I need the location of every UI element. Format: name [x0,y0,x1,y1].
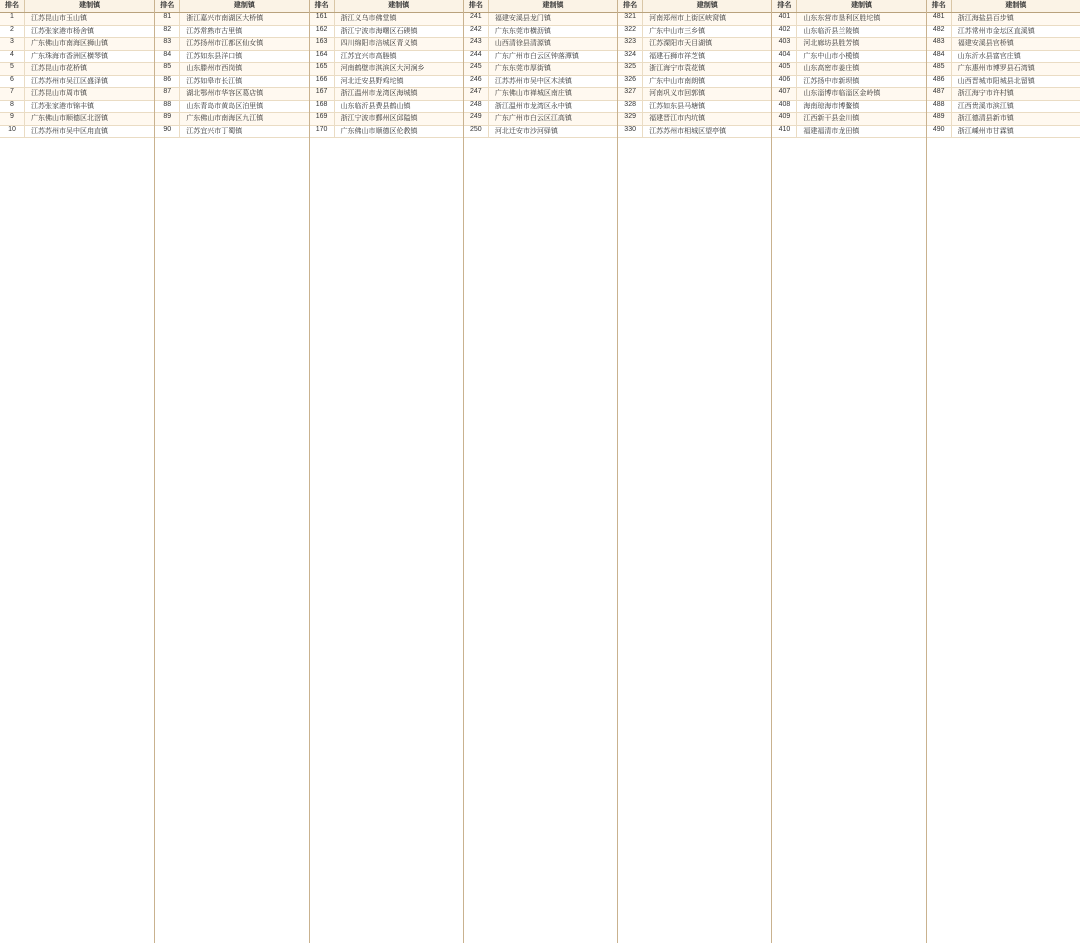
table-row [464,26,617,39]
rank-header: 排名 [464,0,489,12]
rank-cell: 488 [927,101,952,113]
table-header [155,0,308,13]
rank-cell: 166 [310,76,335,88]
rank-cell: 485 [927,63,952,75]
table-header [772,0,925,13]
town-cell: 江苏扬中市新坝镇 [803,77,860,85]
table-row [772,113,925,126]
table-row [464,76,617,89]
rank-cell: 164 [310,51,335,63]
rank-cell: 242 [464,26,489,38]
rank-cell: 170 [310,126,335,138]
table-row [618,113,771,126]
table-row [0,101,154,114]
table-block [771,0,925,943]
rank-cell: 328 [618,101,643,113]
town-cell: 四川绵阳市涪城区青义镇 [340,40,418,47]
table-row [772,26,925,39]
rank-cell: 402 [772,26,797,38]
table-block [309,0,463,943]
table-row [618,38,771,51]
rank-cell: 327 [618,88,643,100]
table-row [155,38,308,51]
rank-cell: 83 [155,38,180,50]
town-cell: 山东沂水县富官庄镇 [957,52,1021,60]
table-row [155,26,308,39]
rank-cell: 484 [927,51,952,63]
town-cell: 江苏张家港市杨舍镇 [31,27,94,35]
town-header: 建制镇 [542,2,564,9]
rank-cell: 6 [0,76,25,88]
town-cell: 江苏苏州市吴江区盛泽镇 [31,77,108,85]
rank-cell: 481 [927,13,952,25]
rank-cell: 408 [772,101,797,113]
town-cell: 广东中山市三乡镇 [649,27,706,35]
rank-cell: 487 [927,88,952,100]
rank-cell: 249 [464,113,489,125]
table-row [927,88,1080,101]
table-row [310,63,463,76]
town-cell: 江西贵溪市滨江镇 [957,102,1014,110]
rank-cell: 87 [155,88,180,100]
rank-cell: 247 [464,88,489,100]
rank-cell: 486 [927,76,952,88]
rank-header: 排名 [618,0,643,12]
rank-cell: 86 [155,76,180,88]
table-row [464,38,617,51]
town-cell: 江苏扬州市江都区仙女镇 [186,40,264,47]
rank-cell: 401 [772,13,797,25]
rank-cell: 246 [464,76,489,88]
rank-cell: 405 [772,63,797,75]
table-row [310,13,463,26]
town-cell: 广东佛山市南海区狮山镇 [31,40,108,47]
table-row [464,51,617,64]
town-cell: 江苏苏州市相城区望亭镇 [649,127,727,135]
table-row [155,101,308,114]
town-header: 建制镇 [388,2,410,9]
town-cell: 浙江宁波市鄞州区邱隘镇 [340,115,418,122]
table-row [618,13,771,26]
rank-cell: 248 [464,101,489,113]
table-row [927,38,1080,51]
town-cell: 江苏溧阳市天目湖镇 [649,40,713,47]
table-row [464,113,617,126]
table-row [310,26,463,39]
table-block [154,0,308,943]
town-cell: 浙江嵊州市甘霖镇 [957,127,1014,135]
table-row [464,63,617,76]
town-cell: 海南琼海市博鳌镇 [803,102,860,110]
rank-header: 排名 [155,0,180,12]
town-cell: 广东东莞市厚街镇 [494,65,551,72]
table-row [618,88,771,101]
rank-cell: 406 [772,76,797,88]
town-cell: 山西晋城市阳城县北留镇 [957,77,1035,85]
town-cell: 山西清徐县清源镇 [494,40,551,47]
table-row [618,101,771,114]
town-cell: 福建石狮市祥芝镇 [649,52,706,60]
town-cell: 江苏宜兴市丁蜀镇 [186,127,243,135]
rank-cell: 325 [618,63,643,75]
table-row [772,76,925,89]
table-row [618,126,771,139]
town-cell: 江苏苏州市吴中区甪直镇 [31,127,108,135]
town-cell: 河北迁安县野鸡坨镇 [340,77,404,85]
rank-cell: 244 [464,51,489,63]
table-header [0,0,154,13]
table-row [310,113,463,126]
town-cell: 河北迁安市沙河驿镇 [494,127,558,135]
rank-cell: 85 [155,63,180,75]
table-header [310,0,463,13]
town-cell: 广东东莞市横沥镇 [494,27,551,35]
table-row [155,51,308,64]
town-cell: 江苏如东县洋口镇 [186,52,243,60]
table-row [927,13,1080,26]
rank-cell: 490 [927,126,952,138]
rank-cell: 163 [310,38,335,50]
table-row [155,13,308,26]
table-row [618,63,771,76]
table-row [310,76,463,89]
town-cell: 江苏昆山市玉山镇 [31,15,87,22]
rank-header: 排名 [310,0,335,12]
rank-cell: 407 [772,88,797,100]
table-row [0,38,154,51]
table-header [927,0,1080,13]
town-cell: 广东佛山市禅城区南庄镇 [494,90,572,97]
rank-cell: 403 [772,38,797,50]
table-row [310,51,463,64]
town-header: 建制镇 [79,2,101,9]
rank-cell: 8 [0,101,25,113]
table-header [464,0,617,13]
table-row [155,88,308,101]
table-row [772,101,925,114]
town-header: 建制镇 [851,2,873,9]
rank-cell: 84 [155,51,180,63]
table-row [310,38,463,51]
table-row [0,113,154,126]
table-row [0,26,154,39]
town-cell: 浙江海盐县百步镇 [957,15,1014,22]
table-row [0,51,154,64]
rank-cell: 9 [0,113,25,125]
town-cell: 江苏如皋市长江镇 [186,77,243,85]
table-row [310,88,463,101]
table-row [155,113,308,126]
rank-cell: 241 [464,13,489,25]
rank-cell: 250 [464,126,489,138]
town-cell: 江苏张家港市锦丰镇 [31,102,94,110]
town-cell: 山东淄博市临淄区金岭镇 [803,90,881,97]
rank-cell: 329 [618,113,643,125]
rank-cell: 161 [310,13,335,25]
town-cell: 浙江温州市龙湾区海城镇 [340,90,418,97]
table-row [464,126,617,139]
table-row [0,126,154,139]
town-cell: 福建晋江市内坑镇 [649,115,706,122]
table-row [772,63,925,76]
town-cell: 江苏昆山市花桥镇 [31,65,87,72]
table-row [618,26,771,39]
table-row [155,63,308,76]
town-cell: 江苏宜兴市高塍镇 [340,52,397,60]
rank-cell: 322 [618,26,643,38]
town-cell: 河南巩义市回郭镇 [649,90,706,97]
rank-cell: 324 [618,51,643,63]
town-cell: 河北廊坊县胜芳镇 [803,40,860,47]
town-cell: 广东惠州市博罗县石湾镇 [957,65,1035,72]
rank-cell: 165 [310,63,335,75]
table-row [772,38,925,51]
rank-cell: 81 [155,13,180,25]
rank-cell: 483 [927,38,952,50]
town-header: 建制镇 [1005,2,1027,9]
rank-cell: 2 [0,26,25,38]
table-row [927,76,1080,89]
rank-cell: 323 [618,38,643,50]
rank-cell: 245 [464,63,489,75]
town-cell: 江苏如东县马塘镇 [649,102,706,110]
rank-cell: 489 [927,113,952,125]
table-row [0,63,154,76]
rank-header: 排名 [772,0,797,12]
rank-cell: 90 [155,126,180,138]
town-cell: 福建安溪县龙门镇 [494,15,551,22]
town-header: 建制镇 [696,2,718,9]
rank-cell: 404 [772,51,797,63]
town-cell: 广东广州市白云区钟落潭镇 [494,52,579,60]
table-row [772,126,925,139]
table-row [464,101,617,114]
table-row [927,126,1080,139]
rank-cell: 326 [618,76,643,88]
rank-cell: 482 [927,26,952,38]
rank-cell: 10 [0,126,25,138]
table-row [927,26,1080,39]
rank-cell: 410 [772,126,797,138]
rank-header: 排名 [0,0,25,12]
rank-cell: 169 [310,113,335,125]
rank-cell: 168 [310,101,335,113]
rank-cell: 330 [618,126,643,138]
town-cell: 浙江海宁市袁花镇 [649,65,706,72]
town-cell: 福建安溪县官桥镇 [957,40,1014,47]
table-row [618,51,771,64]
rank-cell: 321 [618,13,643,25]
town-cell: 山东临沂县兰陵镇 [803,27,860,35]
rank-cell: 5 [0,63,25,75]
town-cell: 江西新干县金川镇 [803,115,860,122]
rank-cell: 409 [772,113,797,125]
table-row [155,126,308,139]
town-cell: 河南郑州市上街区峡窝镇 [649,15,727,22]
rank-cell: 7 [0,88,25,100]
town-cell: 江苏常熟市古里镇 [186,27,243,35]
rank-cell: 3 [0,38,25,50]
town-cell: 浙江温州市龙湾区永中镇 [494,102,572,110]
rank-cell: 1 [0,13,25,25]
rank-cell: 167 [310,88,335,100]
town-cell: 广东广州市白云区江高镇 [494,115,572,122]
town-cell: 浙江德清县新市镇 [957,115,1014,122]
table-row [772,88,925,101]
table-block [463,0,617,943]
town-header: 建制镇 [233,2,255,9]
town-cell: 浙江宁波市海曙区石碶镇 [340,27,418,35]
table-row [464,13,617,26]
table-row [618,76,771,89]
town-cell: 山东青岛市黄岛区泊里镇 [186,102,264,110]
table-block [0,0,154,943]
town-cell: 江苏常州市金坛区直溪镇 [957,27,1035,35]
table-row [310,101,463,114]
table-block [926,0,1080,943]
rank-cell: 82 [155,26,180,38]
town-cell: 山东临沂县费县鹤山镇 [340,102,411,110]
town-cell: 江苏苏州市吴中区木渎镇 [494,77,572,85]
table-row [772,13,925,26]
table-row [927,51,1080,64]
table-header [618,0,771,13]
table-row [310,126,463,139]
rank-cell: 4 [0,51,25,63]
table-row [0,76,154,89]
town-cell: 浙江海宁市许村镇 [957,90,1014,97]
town-cell: 江苏昆山市周市镇 [31,90,87,97]
rank-cell: 243 [464,38,489,50]
table-block [617,0,771,943]
town-cell: 湖北鄂州市华容区葛店镇 [186,90,264,97]
table-row [927,63,1080,76]
table-row [464,88,617,101]
town-cell: 山东滕州市西岗镇 [186,65,243,72]
table-row [155,76,308,89]
table-row [0,88,154,101]
town-cell: 山东高密市姜庄镇 [803,65,860,72]
town-cell: 浙江嘉兴市南湖区大桥镇 [186,15,264,22]
town-cell: 广东佛山市顺德区北滘镇 [31,115,108,122]
town-cell: 浙江义乌市佛堂镇 [340,15,397,22]
town-cell: 福建福清市龙田镇 [803,127,860,135]
table-row [927,101,1080,114]
town-cell: 广东佛山市顺德区伦教镇 [340,127,418,135]
table-row [772,51,925,64]
rank-cell: 89 [155,113,180,125]
town-cell: 广东中山市南朗镇 [649,77,706,85]
town-cell: 广东佛山市南海区九江镇 [186,115,264,122]
rank-cell: 88 [155,101,180,113]
rank-cell: 162 [310,26,335,38]
rank-header: 排名 [927,0,952,12]
town-cell: 广东珠海市香洲区横琴镇 [31,52,108,60]
town-cell: 广东中山市小榄镇 [803,52,860,60]
table-row [927,113,1080,126]
town-cell: 山东东营市垦利区胜坨镇 [803,15,881,22]
town-cell: 河南鹤壁市淇滨区大河涧乡 [340,65,425,72]
table-row [0,13,154,26]
